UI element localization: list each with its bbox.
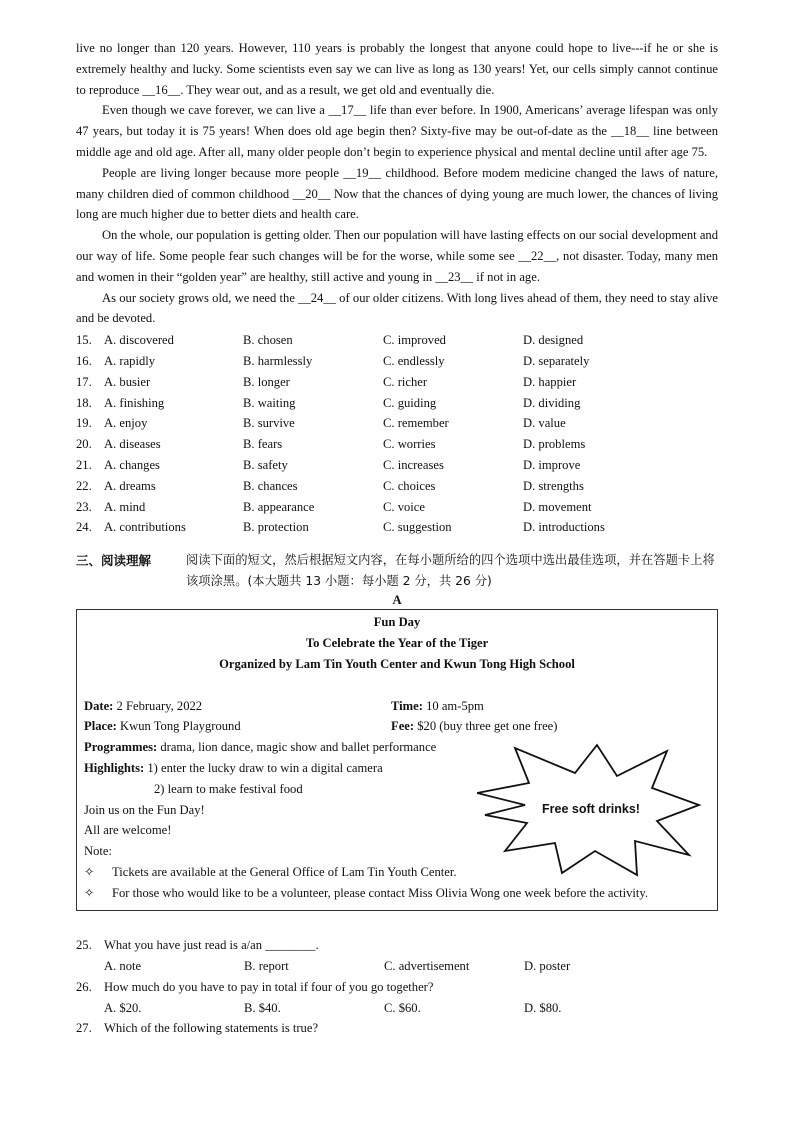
question-number: 19.	[76, 416, 92, 431]
question-number: 27.	[76, 1021, 92, 1036]
place-value: Kwun Tong Playground	[116, 719, 241, 734]
question-number: 23.	[76, 499, 92, 514]
note-label: Note:	[84, 844, 112, 859]
programmes-label: Programmes:	[84, 740, 158, 755]
place-label: Place:	[84, 719, 117, 734]
option-d: D. movement	[523, 499, 592, 514]
note-item-2	[84, 883, 710, 904]
option-d: D. improve	[523, 457, 581, 472]
question-27	[76, 1018, 718, 1039]
option-d: D. introductions	[523, 520, 605, 535]
question-26	[76, 977, 718, 998]
question-number: 18.	[76, 395, 92, 410]
section-reading	[76, 550, 718, 592]
passage-label: A	[392, 593, 402, 608]
option-b: B. chances	[243, 478, 298, 493]
option-a: A. diseases	[104, 437, 161, 452]
option-c: C. remember	[383, 416, 449, 431]
section-instruction: 阅读下面的短文，然后根据短文内容，在每小题所给的四个选项中选出最佳选项，并在答题卡上将该项涂黑。(本大题共 13 小题：每小题 2 分，共 26 分)	[186, 553, 715, 589]
notice-subtitle: To Celebrate the Year of the Tiger	[305, 635, 489, 650]
option-b: B. protection	[243, 520, 309, 535]
passage-paragraph-1: live no longer than 120 years. However, 110 years is probably the longest that anyone could hope to live---if he or she is extremely healthy and lucky. Some scientists even say we can live as long as 130 years! Yet, our cells simply cannot continue to reproduce __16__. They wear out, and as a result, we get old and eventually die.	[76, 41, 718, 97]
time-value: 10 am-5pm	[422, 698, 484, 713]
passage-paragraph-5: As our society grows old, we need the __24__ of our older citizens. With long lives ahead of them, they need to stay alive and be devoted.	[76, 290, 718, 326]
option-row	[76, 455, 718, 476]
option-a: A. discovered	[104, 333, 174, 348]
date-time-row	[84, 696, 710, 717]
passage-paragraph-3: People are living longer because more people __19__ childhood. Before modem medicine changed the laws of nature, many children died of common childhood __20__ Now that the chances of dying young are much lower, the chances of living long are much higher due to better diets and health care.	[76, 165, 718, 222]
question-number: 24.	[76, 520, 92, 535]
date-value: 2 February, 2022	[113, 698, 203, 713]
option-d: D. designed	[523, 333, 584, 348]
fee-label: Fee:	[391, 719, 415, 734]
fee-value: $20 (buy three get one free)	[414, 719, 558, 734]
option-c: C. choices	[383, 478, 436, 493]
date-label: Date:	[84, 698, 114, 713]
time-label: Time:	[391, 698, 423, 713]
place-fee-row	[84, 716, 710, 737]
option-b: B. survive	[243, 416, 295, 431]
question-number: 22.	[76, 478, 92, 493]
option-b: B. waiting	[243, 395, 296, 410]
option-a: A. note	[104, 958, 142, 973]
sparkle-bullet-icon: ✧	[84, 864, 95, 879]
note-text-2: For those who would like to be a volunteer, please contact Miss Olivia Wong one week before the activity.	[112, 885, 649, 900]
option-a: A. dreams	[104, 478, 156, 493]
option-a: A. rapidly	[104, 353, 156, 368]
option-row	[76, 330, 718, 351]
question-25-options	[76, 956, 718, 977]
option-c: C. improved	[383, 333, 446, 348]
option-row	[76, 497, 718, 518]
option-d: D. problems	[523, 437, 586, 452]
option-a: A. changes	[104, 457, 160, 472]
option-c: C. guiding	[383, 395, 437, 410]
section-heading: 三、阅读理解	[76, 553, 152, 569]
option-c: C. increases	[383, 457, 444, 472]
option-row	[76, 351, 718, 372]
question-number: 17.	[76, 374, 92, 389]
option-d: D. dividing	[523, 395, 581, 410]
option-b: B. safety	[243, 457, 288, 472]
cloze-options	[76, 330, 718, 538]
question-text: How much do you have to pay in total if four of you go together?	[104, 979, 434, 994]
option-row	[76, 434, 718, 455]
highlight-2: 2) learn to make festival food	[154, 781, 303, 796]
option-b: B. fears	[243, 437, 283, 452]
option-d: D. separately	[523, 353, 590, 368]
option-a: A. enjoy	[104, 416, 148, 431]
sparkle-bullet-icon: ✧	[84, 885, 95, 900]
option-a: A. busier	[104, 374, 151, 389]
option-row	[76, 517, 718, 538]
question-number: 26.	[76, 979, 92, 994]
highlight-1: 1) enter the lucky draw to win a digital camera	[144, 760, 383, 775]
option-a: A. contributions	[104, 520, 186, 535]
option-d: D. poster	[524, 958, 571, 973]
option-d: D. value	[523, 416, 566, 431]
notice-title: Fun Day	[373, 615, 421, 630]
free-drinks-text: Free soft drinks!	[542, 802, 640, 817]
question-text: Which of the following statements is true?	[104, 1021, 319, 1036]
option-row	[76, 372, 718, 393]
option-b: B. appearance	[243, 499, 315, 514]
option-a: A. $20.	[104, 1000, 142, 1015]
option-c: C. richer	[383, 374, 428, 389]
option-d: D. happier	[523, 374, 577, 389]
option-d: D. strengths	[523, 478, 584, 493]
question-number: 16.	[76, 353, 92, 368]
option-b: B. report	[244, 958, 289, 973]
option-row	[76, 393, 718, 414]
option-d: D. $80.	[524, 1000, 562, 1015]
question-number: 21.	[76, 457, 92, 472]
programmes-value: drama, lion dance, magic show and ballet performance	[157, 740, 437, 755]
option-row	[76, 476, 718, 497]
highlights-label: Highlights:	[84, 760, 145, 775]
passage-paragraph-2: Even though we cave forever, we can live a __17__ life than ever before. In 1900, Americans’ average lifespan was only 47 years, but today it is 75 years! When does old age begin then? Sixty-five may be out-of-date as the __18__ line between middle age and old age. After all, many older people don’t begin to experience physical and mental decline until after age 75.	[76, 103, 718, 159]
page-content	[76, 38, 718, 1039]
option-c: C. endlessly	[383, 353, 445, 368]
option-c: C. worries	[383, 437, 436, 452]
question-text: What you have just read is a/an ________.	[104, 938, 319, 953]
notice-organizer: Organized by Lam Tin Youth Center and Kwun Tong High School	[219, 656, 575, 671]
question-25	[76, 935, 718, 956]
option-c: C. suggestion	[383, 520, 452, 535]
question-26-options	[76, 998, 718, 1019]
question-number: 20.	[76, 437, 92, 452]
option-a: A. mind	[104, 499, 146, 514]
fun-day-notice	[76, 609, 718, 911]
join-text: Join us on the Fun Day!	[84, 802, 205, 817]
option-c: C. advertisement	[384, 958, 470, 973]
starburst-icon	[477, 743, 702, 883]
option-b: B. longer	[243, 374, 290, 389]
option-b: B. chosen	[243, 333, 293, 348]
option-c: C. $60.	[384, 1000, 421, 1015]
option-b: B. harmlessly	[243, 353, 313, 368]
note-text-1: Tickets are available at the General Office of Lam Tin Youth Center.	[112, 864, 457, 879]
question-number: 25.	[76, 938, 92, 953]
option-a: A. finishing	[104, 395, 165, 410]
option-row	[76, 413, 718, 434]
option-b: B. $40.	[244, 1000, 281, 1015]
passage-paragraph-4: On the whole, our population is getting older. Then our population will have lasting effects on our social development and our way of life. Some people fear such changes will be for the worse, while some see __22__, not disaster. Today, many men and women in their “golden year” are healthy, still active and young in __23__ if not in age.	[76, 228, 718, 284]
welcome-text: All are welcome!	[84, 823, 172, 838]
option-c: C. voice	[383, 499, 425, 514]
question-number: 15.	[76, 333, 92, 348]
